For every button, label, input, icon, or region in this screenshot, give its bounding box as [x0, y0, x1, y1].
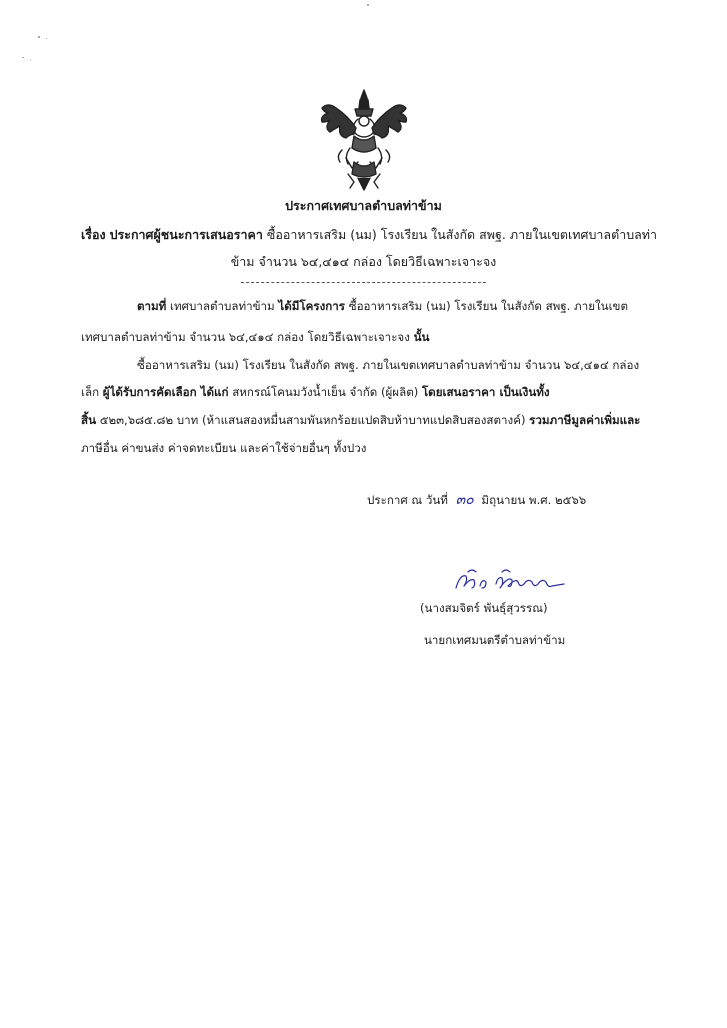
subject-label: เรื่อง — [81, 227, 106, 242]
para2-offer-label: โดยเสนอราคา เป็นเงินทั้ง — [421, 385, 550, 399]
para1-lead: ตามที่ — [137, 299, 167, 313]
para1-agency: เทศบาลตำบลท่าข้าม — [170, 299, 275, 313]
subject-line-1 — [81, 225, 657, 245]
para2-amount: ๕๒๓,๖๘๕.๘๒ บาท — [99, 413, 199, 427]
subject-line-2: ข้าม จำนวน ๖๔,๔๑๔ กล่อง โดยวิธีเฉพาะเจาะจง — [230, 254, 497, 269]
para1-project-label: ได้มีโครงการ — [278, 299, 346, 313]
para1-project-text: ซื้ออาหารเสริม (นม) โรงเรียน ในสังกัด สพฐ. ภายในเขต — [348, 299, 628, 313]
dashed-divider — [241, 282, 486, 283]
scan-speck — [30, 60, 31, 61]
agency-header: ประกาศเทศบาลตำบลท่าข้าม — [285, 198, 442, 213]
scan-speck — [367, 4, 369, 6]
para2-line-1: ซื้ออาหารเสริม (นม) โรงเรียน ในสังกัด สพฐ. ภายในเขตเทศบาลตำบลท่าข้าม จำนวน ๖๔,๔๑๔ กล่อง — [137, 358, 640, 372]
para2-line-2 — [81, 384, 550, 402]
date-prefix: ประกาศ ณ วันที่ — [367, 493, 448, 507]
date-rest: มิถุนายน พ.ศ. ๒๕๖๖ — [481, 493, 587, 507]
scan-speck — [22, 57, 24, 58]
para1-text: เทศบาลตำบลท่าข้าม จำนวน ๖๔,๔๑๔ กล่อง โดยวิธีเฉพาะเจาะจง — [81, 330, 410, 344]
date-day: ๓๐ — [455, 492, 474, 508]
scan-speck — [38, 36, 40, 38]
para2-vat-label: รวมภาษีมูลค่าเพิ่มและ — [529, 413, 641, 427]
subject-title: ประกาศผู้ชนะการเสนอราคา — [109, 227, 263, 242]
subject-text: ซื้ออาหารเสริม (นม) โรงเรียน ในสังกัด สพฐ. ภายในเขตเทศบาลตำบลท่า — [266, 227, 658, 242]
announcement-date — [367, 489, 586, 511]
para2-text-a: เล็ก — [81, 385, 100, 399]
para1-line-2 — [81, 329, 429, 347]
para2-line-3 — [81, 412, 640, 430]
para2-line-4: ภาษีอื่น ค่าขนส่ง ค่าจดทะเบียน และค่าใช้จ่ายอื่นๆ ทั้งปวง — [81, 441, 367, 455]
signer-name: (นางสมจิตร์ พันธุ์สุวรรณ) — [420, 601, 548, 615]
para2-amount-words: (ห้าแสนสองหมื่นสามพันหกร้อยแปดสิบห้าบาทแปดสิบสองสตางค์) — [201, 413, 526, 427]
para1-end: นั้น — [413, 330, 430, 344]
para2-selected-label: ผู้ได้รับการคัดเลือก ได้แก่ — [102, 385, 229, 399]
para2-vendor: สหกรณ์โคนมวังน้ำเย็น จำกัด (ผู้ผลิต) — [232, 385, 419, 399]
para2-total-label: สิ้น — [81, 413, 97, 427]
para1-line-1 — [137, 298, 628, 316]
scan-speck — [46, 38, 47, 39]
signer-title: นายกเทศมนตรีตำบลท่าข้าม — [424, 633, 566, 647]
garuda-emblem-icon — [314, 86, 414, 192]
handwritten-signature-icon — [452, 566, 572, 596]
